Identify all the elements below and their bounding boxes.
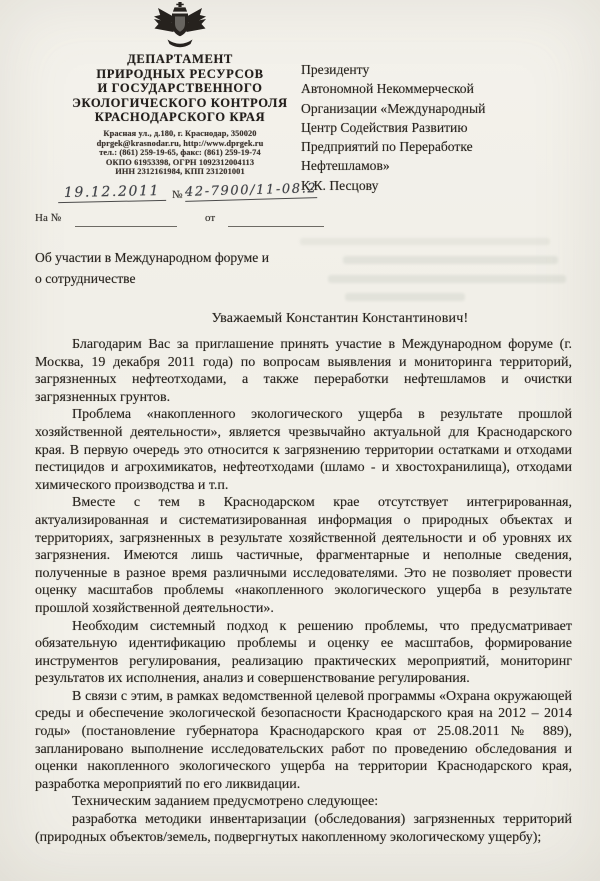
recipient-line: Предприятий по Переработке	[301, 139, 473, 155]
body-paragraph: Благодарим Вас за приглашение принять участие в Международном форуме (г. Москва, 19 декабря 2011 года) по вопросам выявления и мониторинга территорий, загрязненных нефтеотходами, а также переработки нефтешламов и очистки загрязненных грунтов.	[35, 337, 572, 405]
recipient-line: К.К. Песцову	[301, 177, 379, 193]
bleed-through-artifact	[300, 238, 550, 245]
body-paragraph: В связи с этим, в рамках ведомственной целевой программы «Охрана окружающей среды и обеспечение экологической безопасности Краснодарского края на 2012 – 2014 годы» (постановление губернатора Краснодарского края от 25.08.2011 № 889), запланировано выполнение исследовательских работ по проведению обследования и оценки накопленного экологического ущерба на территории Краснодарского края, разработка мероприятий по его ликвидации.	[35, 688, 572, 792]
bleed-through-artifact	[345, 293, 465, 301]
reply-date-blank-line	[228, 226, 324, 227]
org-contact-line: ОКПО 61953398, ОГРН 1092312004113	[105, 157, 255, 167]
org-name-line: КРАСНОДАРСКОГО КРАЯ	[94, 110, 266, 125]
letterhead	[55, 2, 305, 177]
org-name	[55, 52, 305, 125]
org-contacts	[55, 129, 305, 177]
org-name-line: ДЕПАРТАМЕНТ	[127, 52, 233, 66]
org-contact-line: тел.: (861) 259-19-65, факс: (861) 259-19-74	[99, 148, 261, 158]
recipient-address	[301, 60, 581, 195]
body-paragraph: Проблема «накопленного экологического ущерба в результате прошлой хозяйственной деятельности», является чрезвычайно актуальной для Краснодарского края. В первую очередь это относится к загрязнению территории остатками и отходами пестицидов и агрохимикатов, нефтеотходами (шламо - и хвостохранилища), отходами химического производства и т.п.	[35, 407, 572, 493]
org-contact-line: Красная ул., д.180, г. Краснодар, 350020	[103, 128, 257, 138]
letter-date-handwritten: 19.12.2011	[58, 183, 166, 203]
recipient-line: Автономной Некоммерческой	[301, 81, 474, 97]
salutation: Уважаемый Константин Константинович!	[211, 311, 469, 326]
letter-number-handwritten: 42-7900/11-08.2	[184, 181, 318, 200]
org-name-line: И ГОСУДАРСТВЕННОГО	[97, 81, 263, 96]
body-paragraph: разработка методики инвентаризации (обследования) загрязненных территорий (природных объектов/земель, подвергнутых накопленному экологическому ущербу);	[35, 812, 572, 845]
recipient-line: Президенту	[301, 62, 370, 77]
recipient-line: Нефтешламов»	[301, 158, 390, 174]
reply-number-blank-line	[75, 226, 177, 227]
reply-to-number-label: На №	[35, 212, 62, 224]
bleed-through-artifact	[343, 256, 558, 264]
org-contact-line: dprgek@krasnodar.ru, http://www.dprgek.ru	[96, 138, 264, 148]
body-paragraph: Вместе с тем в Краснодарском крае отсутствует интегрированная, актуализированная и систематизированная информация о природных объектах и территориях, загрязненных в результате хозяйственной деятельности и об уровнях их загрязнения. Имеются лишь частичные, фрагментарные и неполные сведения, полученные в разное время различными исследователями. Это не позволяет провести оценку масштабов проблемы «накопленного экологического ущерба в результате прошлой хозяйственной деятельности».	[35, 495, 572, 616]
subject-line: о сотрудничестве	[35, 271, 136, 286]
number-sign-label: №	[172, 189, 183, 201]
org-name-line: ЭКОЛОГИЧЕСКОГО КОНТРОЛЯ	[72, 95, 288, 110]
reply-from-label: от	[205, 212, 216, 224]
body-paragraph: Техническим заданием предусмотрено следующее:	[72, 794, 379, 810]
recipient-line: Организации «Международный	[301, 100, 486, 116]
body-paragraph: Необходим системный подход к решению проблемы, что предусматривает обязательную идентификацию проблемы и оценку ее масштабов, формирование инструментов регулирования, реализацию практических мероприятий, мониторинг результатов их исполнения, анализ и совершенствование регулирования.	[35, 618, 572, 687]
org-contact-line: ИНН 2312161984, КПП 231201001	[115, 167, 245, 177]
letter-subject	[35, 247, 365, 289]
krasnodar-krai-coat-of-arms-icon	[152, 2, 208, 48]
org-name-line: ПРИРОДНЫХ РЕСУРСОВ	[96, 66, 264, 81]
recipient-line: Центр Содействия Развитию	[301, 119, 468, 135]
letter-body	[35, 336, 572, 846]
subject-line: Об участии в Международном форуме и	[35, 250, 269, 265]
